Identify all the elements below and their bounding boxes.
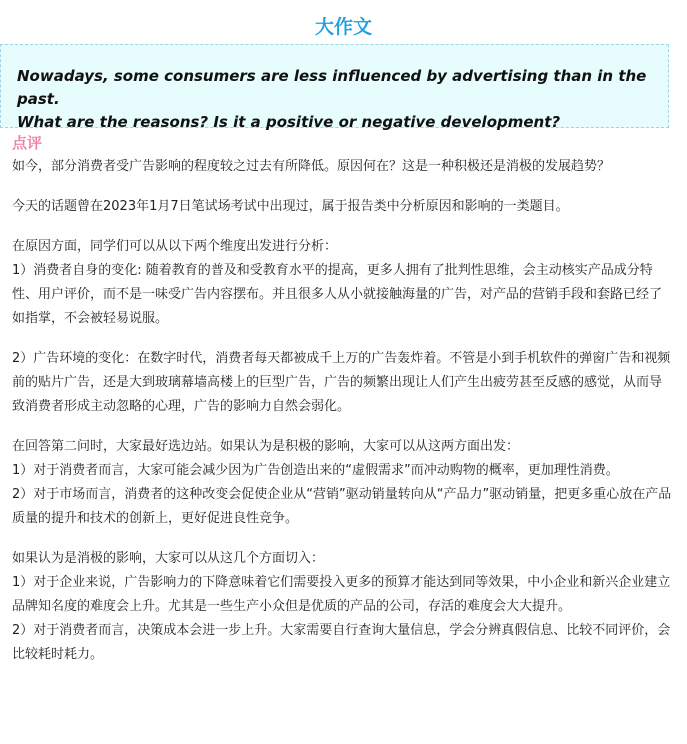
paragraph-2: 今天的话题曾在2023年1月7日笔试场考试中出现过，属于报告类中分析原因和影响的一类题目。 [12,199,569,214]
paragraph-gap [12,219,672,235]
section-label-review: 点评 [12,134,43,152]
review-content [12,155,672,667]
paragraph-4: 2）广告环境的变化：在数字时代，消费者每天都被成千上万的广告轰炸着。不管是小到手机软件的弹窗广告和视频前的贴片广告，还是大到玻璃幕墙高楼上的巨型广告，广告的频繁出现让人们产生出疲劳甚至反感的感觉，从而导致消费者形成主动忽略的心理，广告的影响力自然会弱化。 [12,351,671,414]
essay-prompt [17,65,657,134]
paragraph-gap [12,179,672,195]
paragraph-1: 如今，部分消费者受广告影响的程度较之过去有所降低。原因何在？这是一种积极还是消极的发展趋势？ [12,159,611,174]
page-title: 大作文 [314,16,372,38]
paragraph-gap [12,331,672,347]
paragraph-6: 如果认为是消极的影响，大家可以从这几个方面切入： 1）对于企业来说，广告影响力的下降意味着它们需要投入更多的预算才能达到同等效果，中小企业和新兴企业建立品牌知名度的难度会上升。尤其是一些生产小众但是优质的产品的公司，存活的难度会大大提升。 2）对于消费者而言，决策成本会进一步上升。大家需要自行查询大量信息，学会分辨真假信息、比较不同评价，会比较耗时耗力。 [12,551,671,662]
essay-prompt-line-1: Nowadays, some consumers are less influenced by advertising than in the past. [17,67,647,108]
paragraph-gap [12,531,672,547]
essay-prompt-box [0,44,669,131]
paragraph-5: 在回答第二问时，大家最好选边站。如果认为是积极的影响，大家可以从这两方面出发： 1）对于消费者而言，大家可能会减少因为广告创造出来的“虚假需求”而冲动购物的概率，更加理性消费。 2）对于市场而言，消费者的这种改变会促使企业从“营销”驱动销量转向从“产品力”驱动销量，把更多重心放在产品质量的提升和技术的创新上，更好促进良性竞争。 [12,439,672,526]
paragraph-3: 在原因方面，同学们可以从以下两个维度出发进行分析： 1）消费者自身的变化: 随着教育的普及和受教育水平的提高，更多人拥有了批判性思维，会主动核实产品成分特性、用户评价，而不是一味受广告内容摆布。并且很多人从小就接触海量的广告，对产品的营销手段和套路已经了如指掌，不会被轻易说服。 [12,239,663,326]
paragraph-gap [12,419,672,435]
essay-prompt-line-2: What are the reasons? Is it a positive or negative development? [17,113,561,131]
